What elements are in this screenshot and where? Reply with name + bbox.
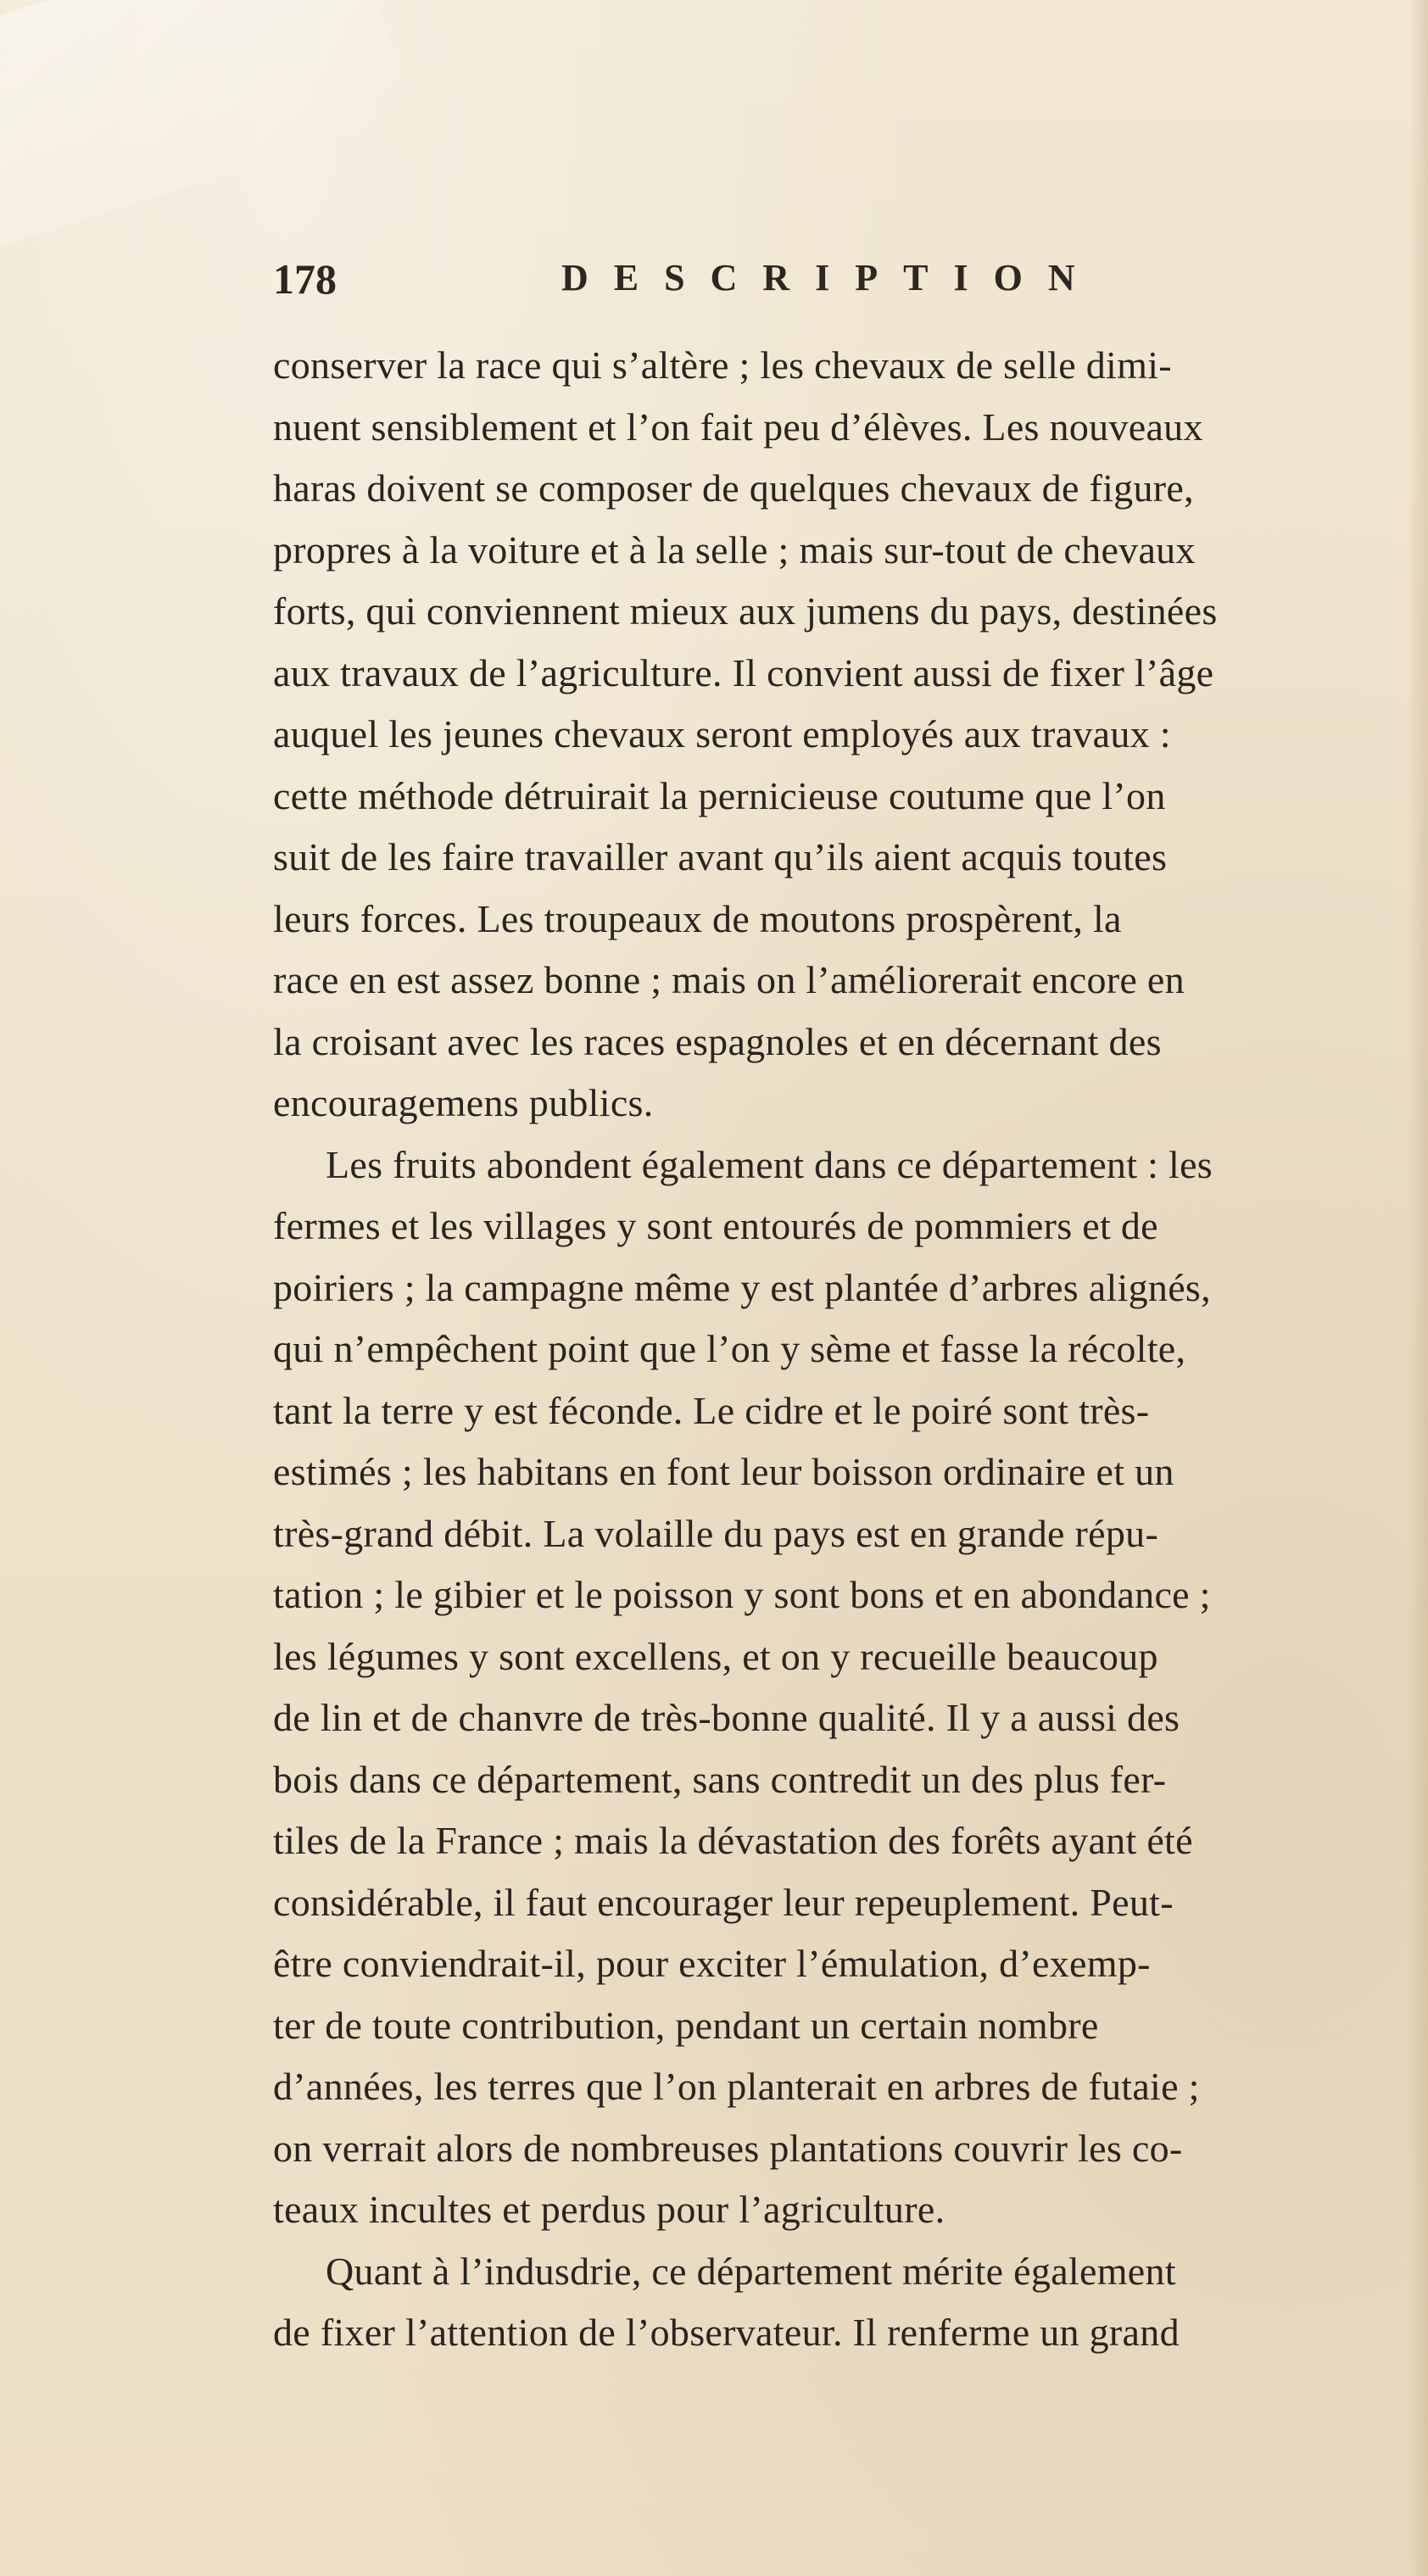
text-line: très-grand débit. La volaille du pays est en grande répu- xyxy=(273,1511,1159,1555)
page-number: 178 xyxy=(273,255,337,303)
text-line: conserver la race qui s’altère ; les chevaux de selle dimi- xyxy=(273,343,1172,387)
page-fold-shading xyxy=(0,0,413,249)
text-line: encouragemens publics. xyxy=(273,1081,654,1124)
text-line: nuent sensiblement et l’on fait peu d’élèves. Les nouveaux xyxy=(273,404,1203,449)
text-line: cette méthode détruirait la pernicieuse coutume que l’on xyxy=(273,773,1166,817)
body-text xyxy=(273,335,1375,2364)
text-line: de lin et de chanvre de très-bonne qualité. Il y a aussi des xyxy=(273,1696,1180,1739)
text-line: auquel les jeunes chevaux seront employés aux travaux : xyxy=(273,712,1171,756)
text-line: de fixer l’attention de l’observateur. Il renferme un grand xyxy=(273,2311,1180,2354)
text-line: teaux incultes et perdus pour l’agriculture. xyxy=(273,2188,945,2231)
text-line: estimés ; les habitans en font leur boisson ordinaire et un xyxy=(273,1450,1174,1493)
running-head xyxy=(273,254,1163,322)
page-edge-shading xyxy=(1408,0,1428,2576)
text-line: bois dans ce département, sans contredit un des plus fer- xyxy=(273,1757,1167,1801)
text-line: tation ; le gibier et le poisson y sont bons et en abondance ; xyxy=(273,1573,1211,1616)
text-line: la croisant avec les races espagnoles et en décernant des xyxy=(273,1019,1162,1063)
text-line: tiles de la France ; mais la dévastation des forêts ayant été xyxy=(273,1819,1193,1862)
text-line: aux travaux de l’agriculture. Il convient aussi de fixer l’âge xyxy=(273,650,1214,694)
text-line: tant la terre y est féconde. Le cidre et le poiré sont très- xyxy=(273,1388,1150,1432)
text-line: race en est assez bonne ; mais on l’améliorerait encore en xyxy=(273,958,1185,1001)
text-line: haras doivent se composer de quelques chevaux de figure, xyxy=(273,466,1194,510)
paragraph-start-line: Les fruits abondent également dans ce département : les xyxy=(326,1142,1213,1186)
text-line: ter de toute contribution, pendant un certain nombre xyxy=(273,2003,1099,2047)
running-title: DESCRIPTION xyxy=(561,257,1101,298)
text-line: fermes et les villages y sont entourés de pommiers et de xyxy=(273,1204,1158,1247)
text-line: on verrait alors de nombreuses plantations couvrir les co- xyxy=(273,2126,1183,2170)
text-line: suit de les faire travailler avant qu’ils aient acquis toutes xyxy=(273,835,1168,878)
paragraph-start-line: Quant à l’indusdrie, ce département mérite également xyxy=(326,2249,1176,2293)
text-line: leurs forces. Les troupeaux de moutons prospèrent, la xyxy=(273,896,1122,940)
text-line: qui n’empêchent point que l’on y sème et fasse la récolte, xyxy=(273,1327,1186,1370)
text-line: considérable, il faut encourager leur repeuplement. Peut- xyxy=(273,1880,1174,1924)
text-line: être conviendrait-il, pour exciter l’émulation, d’exemp- xyxy=(273,1942,1151,1985)
text-line: forts, qui conviennent mieux aux jumens du pays, destinées xyxy=(273,589,1218,633)
text-line: les légumes y sont excellens, et on y recueille beaucoup xyxy=(273,1634,1158,1678)
text-line: d’années, les terres que l’on planterait en arbres de futaie ; xyxy=(273,2065,1200,2108)
text-line: propres à la voiture et à la selle ; mais sur-tout de chevaux xyxy=(273,527,1196,572)
text-line: poiriers ; la campagne même y est plantée d’arbres alignés, xyxy=(273,1265,1211,1309)
